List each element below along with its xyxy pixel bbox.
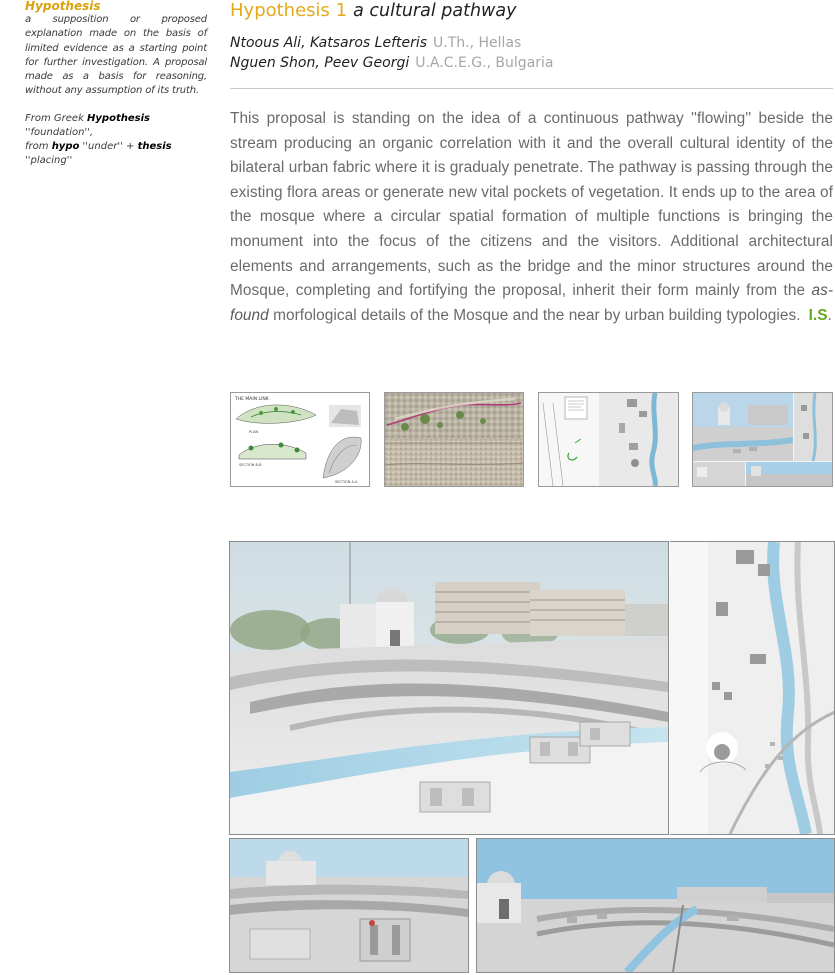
author-line <box>230 33 835 53</box>
render-plan-view[interactable] <box>670 541 835 835</box>
etymology-thesis-gloss: ''placing'' <box>25 154 73 166</box>
title-subtitle: a cultural pathway <box>353 1 517 21</box>
proposal-description <box>230 107 833 328</box>
signature-period: . <box>827 306 832 324</box>
thumbnail-render-collage[interactable] <box>692 392 833 487</box>
author-list <box>230 33 835 73</box>
body-emphasis: as-found <box>230 282 834 324</box>
etymology-from: from <box>25 140 49 152</box>
author-names: Nguen Shon, Peev Georgi <box>230 55 410 71</box>
etymology <box>25 112 207 168</box>
etymology-hypo-gloss: ''under'' + <box>82 140 135 152</box>
etymology-prefix: From Greek <box>25 112 84 124</box>
thumbnail-site-plan[interactable] <box>538 392 679 487</box>
definition-sidebar <box>25 0 207 168</box>
thumbnail-main-link-drawing[interactable] <box>230 392 370 487</box>
author-institution: U.A.C.E.G., Bulgaria <box>415 55 554 71</box>
render-mosque-steps[interactable] <box>229 838 469 973</box>
thumb-section-aa-label: SECTION A-A <box>335 480 358 484</box>
render-main-perspective[interactable] <box>229 541 669 835</box>
thumb-section-bb-label: SECTION B-B <box>239 463 262 467</box>
header-divider <box>230 88 833 89</box>
thumb-plan-label: PLAN <box>249 430 259 434</box>
thumb-heading: THE MAIN LINK <box>235 397 269 402</box>
author-signature: I.S <box>808 306 828 324</box>
author-institution: U.Th., Hellas <box>433 35 522 51</box>
definition-text: a supposition or proposed explanation made on the basis of limited evidence as a starting point for further investigation. A proposal made as a basis for reasoning, without any assumption of its truth. <box>25 14 207 97</box>
page-header <box>230 0 835 73</box>
etymology-word: Hypothesis <box>87 112 150 124</box>
author-line <box>230 53 835 73</box>
thumbnail-site-aerials[interactable] <box>384 392 524 487</box>
etymology-hypo: hypo <box>51 140 80 152</box>
author-names: Ntoous Ali, Katsaros Lefteris <box>230 35 428 51</box>
title-main: Hypothesis 1 <box>230 0 348 21</box>
body-part-2: morfological details of the Mosque and the near by urban building typologies. <box>273 306 801 324</box>
etymology-thesis: thesis <box>137 140 172 152</box>
body-part-1: This proposal is standing on the idea of a continuous pathway ''flowing'' beside the stream producing an organic correlation with it and the overall cultural identity of the bilateral urban fabric where it is gradualy penetrate. The pathway is passing through the existing flora areas or generate new vital pockets of vegetation. It ends up to the area of the mosque where a circular spatial formation of multiple functions is bringing the monument into the focus of the citizens and the visitors. Additional architectural elements and arrangements, such as the bridge and the minor structures around the Mosque, completing and fortifying the proposal, inherit their form mainly from the <box>230 110 833 300</box>
etymology-word-gloss: ''foundation'', <box>25 126 94 138</box>
definition-term: Hypothesis <box>25 0 101 13</box>
page-title <box>230 0 835 22</box>
render-bridge-view[interactable] <box>476 838 835 973</box>
